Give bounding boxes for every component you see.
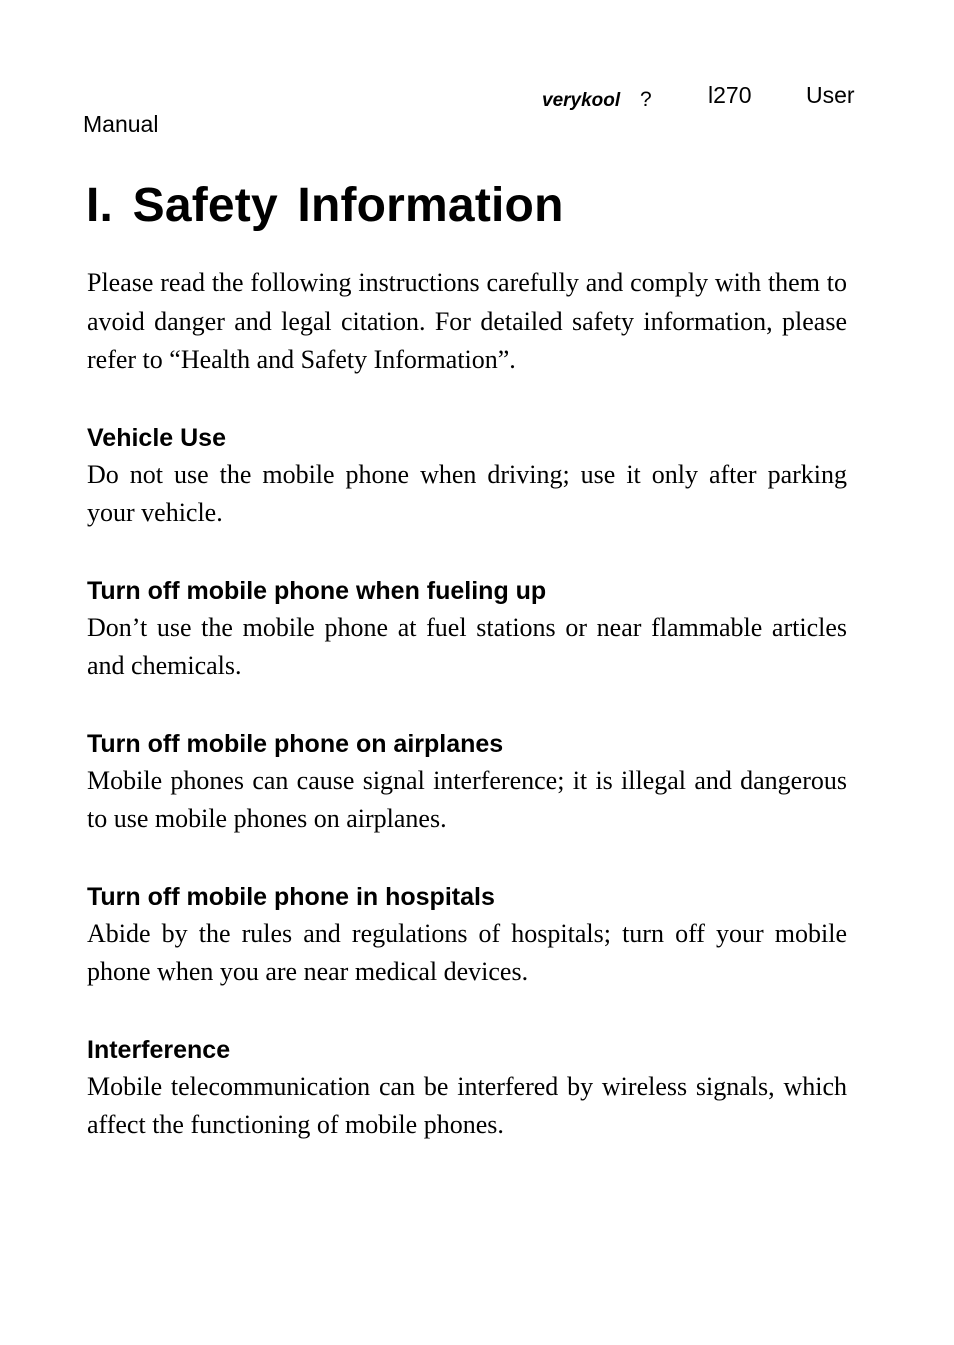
section-body: Abide by the rules and regulations of hospitals; turn off your mobile phone when you are near medical devices. — [87, 918, 847, 986]
section-body: Mobile phones can cause signal interference; it is illegal and dangerous to use mobile phones on airplanes. — [87, 765, 847, 833]
section-heading: Turn off mobile phone in hospitals — [87, 882, 495, 911]
section-heading: Turn off mobile phone when fueling up — [87, 576, 547, 605]
document-body — [87, 264, 847, 1145]
intro-paragraph: Please read the following instructions carefully and comply with them to avoid danger and legal citation. For detailed safety information, please refer to “Health and Safety Information”. — [87, 268, 847, 374]
section-heading: Vehicle Use — [87, 423, 226, 452]
section-body: Do not use the mobile phone when driving; use it only after parking your vehicle. — [87, 459, 847, 527]
section-vehicle-use — [87, 420, 847, 533]
brand-name: verykool — [542, 90, 621, 111]
section-body: Don’t use the mobile phone at fuel stations or near flammable articles and chemicals. — [87, 612, 847, 680]
section-interference — [87, 1032, 847, 1145]
header-word-user: User — [806, 82, 855, 108]
model-number: l270 — [708, 82, 752, 108]
running-header — [0, 82, 954, 142]
section-hospitals — [87, 879, 847, 992]
header-word-manual: Manual — [83, 111, 159, 137]
section-fueling — [87, 573, 847, 686]
brand-mark: ? — [640, 88, 652, 111]
section-heading: Interference — [87, 1035, 231, 1064]
section-body: Mobile telecommunication can be interfered by wireless signals, which affect the functioning of mobile phones. — [87, 1071, 847, 1139]
section-heading: Turn off mobile phone on airplanes — [87, 729, 504, 758]
page-title: I. Safety Information — [86, 179, 564, 232]
section-airplanes — [87, 726, 847, 839]
